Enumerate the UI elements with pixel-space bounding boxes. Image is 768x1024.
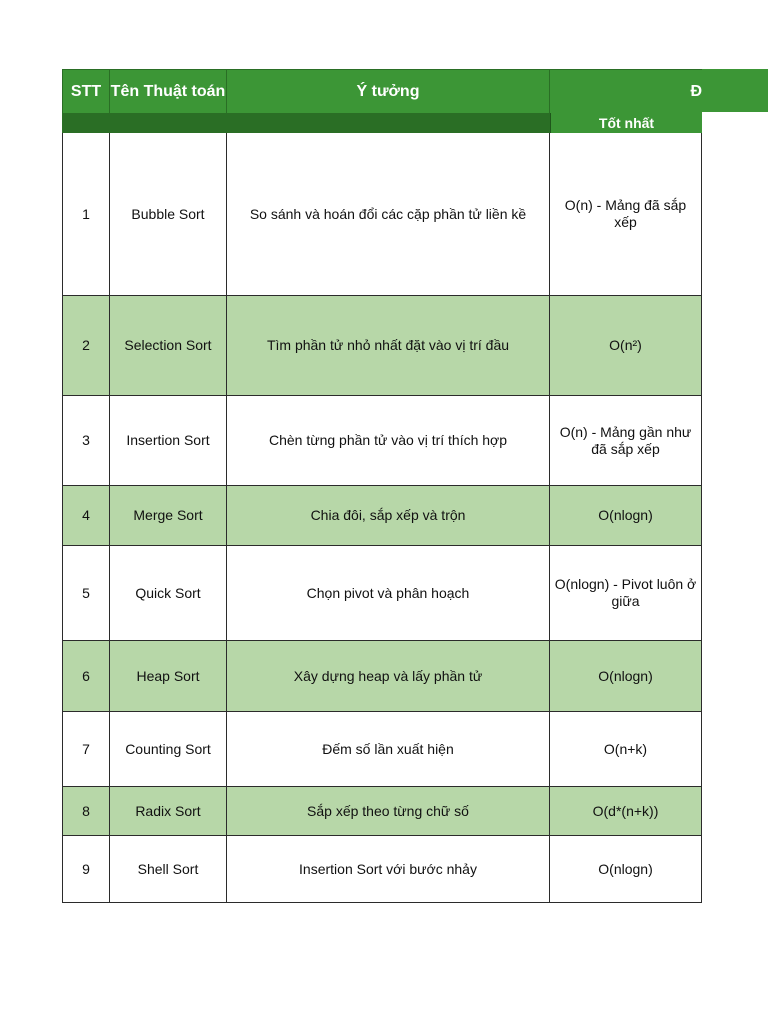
- cell-best: O(nlogn): [550, 486, 702, 545]
- cell-stt: 3: [62, 396, 110, 485]
- cell-name: Counting Sort: [110, 712, 227, 786]
- header-algorithm-name: Tên Thuật toán: [110, 70, 227, 113]
- header-overflow-cell: [702, 69, 768, 112]
- cell-name: Insertion Sort: [110, 396, 227, 485]
- cell-idea: So sánh và hoán đổi các cặp phần tử liền kề: [227, 133, 550, 295]
- table-header-row: [62, 69, 702, 113]
- cell-stt: 1: [62, 133, 110, 295]
- cell-best: O(d*(n+k)): [550, 787, 702, 835]
- table-subheader-row: [62, 113, 702, 133]
- cell-idea: Xây dựng heap và lấy phần tử: [227, 641, 550, 711]
- subheader-empty-2: [110, 113, 227, 133]
- cell-best: O(nlogn) - Pivot luôn ở giữa: [550, 546, 702, 640]
- cell-name: Quick Sort: [110, 546, 227, 640]
- table-row: [62, 787, 702, 836]
- cell-idea: Chọn pivot và phân hoạch: [227, 546, 550, 640]
- cell-name: Bubble Sort: [110, 133, 227, 295]
- cell-idea: Sắp xếp theo từng chữ số: [227, 787, 550, 835]
- cell-idea: Tìm phần tử nhỏ nhất đặt vào vị trí đầu: [227, 296, 550, 395]
- subheader-empty-3: [227, 113, 550, 133]
- table-row: [62, 546, 702, 641]
- subheader-best-case: Tốt nhất: [550, 113, 702, 133]
- cell-best: O(n²): [550, 296, 702, 395]
- cell-stt: 8: [62, 787, 110, 835]
- cell-stt: 6: [62, 641, 110, 711]
- cell-stt: 4: [62, 486, 110, 545]
- cell-idea: Chia đôi, sắp xếp và trộn: [227, 486, 550, 545]
- cell-name: Selection Sort: [110, 296, 227, 395]
- cell-name: Heap Sort: [110, 641, 227, 711]
- sorting-algorithms-table: [62, 69, 702, 903]
- table-row: [62, 712, 702, 787]
- table-row: [62, 486, 702, 546]
- cell-idea: Chèn từng phần tử vào vị trí thích hợp: [227, 396, 550, 485]
- cell-stt: 5: [62, 546, 110, 640]
- subheader-empty-1: [62, 113, 110, 133]
- cell-best: O(n+k): [550, 712, 702, 786]
- cell-best: O(n) - Mảng đã sắp xếp: [550, 133, 702, 295]
- cell-best: O(nlogn): [550, 641, 702, 711]
- table-row: [62, 133, 702, 296]
- header-stt: STT: [62, 70, 110, 113]
- header-idea: Ý tưởng: [227, 70, 550, 113]
- cell-idea: Đếm số lần xuất hiện: [227, 712, 550, 786]
- table-row: [62, 641, 702, 712]
- cell-best: O(n) - Mảng gần như đã sắp xếp: [550, 396, 702, 485]
- cell-stt: 9: [62, 836, 110, 902]
- cell-name: Merge Sort: [110, 486, 227, 545]
- cell-name: Radix Sort: [110, 787, 227, 835]
- header-complexity: Đ: [690, 82, 702, 100]
- table-row: [62, 396, 702, 486]
- cell-best: O(nlogn): [550, 836, 702, 902]
- cell-stt: 7: [62, 712, 110, 786]
- cell-stt: 2: [62, 296, 110, 395]
- table-row: [62, 296, 702, 396]
- table-row: [62, 836, 702, 903]
- cell-idea: Insertion Sort với bước nhảy: [227, 836, 550, 902]
- cell-name: Shell Sort: [110, 836, 227, 902]
